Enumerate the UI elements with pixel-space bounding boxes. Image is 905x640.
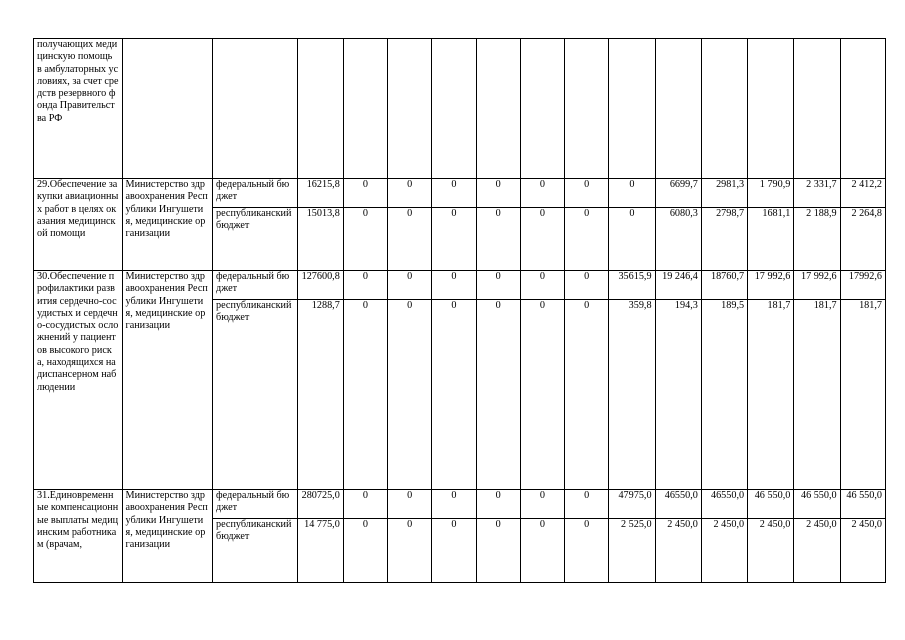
year-value-cell: 35615,9 bbox=[609, 271, 655, 300]
table-row bbox=[34, 271, 886, 300]
year-value-cell: 0 bbox=[388, 208, 432, 271]
year-value-cell: 2 264,8 bbox=[840, 208, 885, 271]
year-value-cell: 17992,6 bbox=[840, 271, 885, 300]
empty-cell bbox=[840, 39, 885, 179]
year-value-cell: 0 bbox=[388, 490, 432, 519]
year-value-cell: 17 992,6 bbox=[748, 271, 794, 300]
year-value-cell: 0 bbox=[388, 300, 432, 490]
year-value-cell: 0 bbox=[520, 208, 564, 271]
year-value-cell: 0 bbox=[476, 490, 520, 519]
year-value-cell: 0 bbox=[609, 208, 655, 271]
year-value-cell: 2 450,0 bbox=[794, 519, 840, 583]
empty-cell bbox=[609, 39, 655, 179]
year-value-cell: 46550,0 bbox=[701, 490, 747, 519]
year-value-cell: 0 bbox=[520, 179, 564, 208]
year-value-cell: 2798,7 bbox=[701, 208, 747, 271]
year-value-cell: 0 bbox=[476, 271, 520, 300]
table-row bbox=[34, 39, 886, 179]
year-value-cell: 46 550,0 bbox=[840, 490, 885, 519]
year-value-cell: 2 412,2 bbox=[840, 179, 885, 208]
total-cell: 15013,8 bbox=[297, 208, 343, 271]
year-value-cell: 0 bbox=[343, 490, 387, 519]
year-value-cell: 1 790,9 bbox=[748, 179, 794, 208]
year-value-cell: 0 bbox=[565, 490, 609, 519]
year-value-cell: 2 331,7 bbox=[794, 179, 840, 208]
measure-name-cell: 29.Обеспечение закупки авиационных работ в целях оказания медицинской помощи bbox=[34, 179, 123, 271]
year-value-cell: 46 550,0 bbox=[748, 490, 794, 519]
empty-cell bbox=[655, 39, 701, 179]
empty-cell bbox=[432, 39, 476, 179]
year-value-cell: 0 bbox=[343, 271, 387, 300]
year-value-cell: 0 bbox=[432, 300, 476, 490]
year-value-cell: 1681,1 bbox=[748, 208, 794, 271]
year-value-cell: 2981,3 bbox=[701, 179, 747, 208]
year-value-cell: 47975,0 bbox=[609, 490, 655, 519]
budget-table bbox=[33, 38, 886, 583]
year-value-cell: 0 bbox=[565, 519, 609, 583]
measure-name-cell: получающих медицинскую помощь в амбулаторных условиях, за счет средств резервного фонда Правительства РФ bbox=[34, 39, 123, 179]
year-value-cell: 2 188,9 bbox=[794, 208, 840, 271]
budget-source-cell: республиканский бюджет bbox=[213, 300, 297, 490]
budget-source-cell: федеральный бюджет bbox=[213, 179, 297, 208]
year-value-cell: 0 bbox=[520, 271, 564, 300]
year-value-cell: 0 bbox=[343, 179, 387, 208]
empty-cell bbox=[701, 39, 747, 179]
year-value-cell: 46 550,0 bbox=[794, 490, 840, 519]
year-value-cell: 0 bbox=[343, 300, 387, 490]
measure-name-cell: 31.Единовременные компенсационные выплаты медицинским работникам (врачам, bbox=[34, 490, 123, 583]
empty-cell bbox=[343, 39, 387, 179]
year-value-cell: 0 bbox=[476, 519, 520, 583]
year-value-cell: 0 bbox=[565, 271, 609, 300]
year-value-cell: 0 bbox=[520, 300, 564, 490]
year-value-cell: 0 bbox=[388, 179, 432, 208]
year-value-cell: 6699,7 bbox=[655, 179, 701, 208]
empty-cell bbox=[794, 39, 840, 179]
year-value-cell: 46550,0 bbox=[655, 490, 701, 519]
year-value-cell: 0 bbox=[432, 179, 476, 208]
year-value-cell: 0 bbox=[432, 208, 476, 271]
year-value-cell: 0 bbox=[388, 271, 432, 300]
year-value-cell: 0 bbox=[432, 519, 476, 583]
year-value-cell: 0 bbox=[520, 519, 564, 583]
table-row bbox=[34, 490, 886, 519]
budget-source-cell: федеральный бюджет bbox=[213, 490, 297, 519]
table-row bbox=[34, 179, 886, 208]
year-value-cell: 0 bbox=[565, 300, 609, 490]
year-value-cell: 0 bbox=[476, 208, 520, 271]
total-cell: 14 775,0 bbox=[297, 519, 343, 583]
year-value-cell: 0 bbox=[476, 179, 520, 208]
empty-cell bbox=[748, 39, 794, 179]
executor-cell: Министерство здравоохранения Республики Ингушетия, медицинские организации bbox=[122, 179, 213, 271]
year-value-cell: 0 bbox=[432, 490, 476, 519]
budget-source-cell: федеральный бюджет bbox=[213, 271, 297, 300]
budget-source-cell: республиканский бюджет bbox=[213, 208, 297, 271]
year-value-cell: 189,5 bbox=[701, 300, 747, 490]
year-value-cell: 181,7 bbox=[794, 300, 840, 490]
year-value-cell: 18760,7 bbox=[701, 271, 747, 300]
year-value-cell: 2 525,0 bbox=[609, 519, 655, 583]
year-value-cell: 0 bbox=[343, 208, 387, 271]
empty-cell bbox=[122, 39, 213, 179]
year-value-cell: 0 bbox=[565, 179, 609, 208]
year-value-cell: 2 450,0 bbox=[840, 519, 885, 583]
year-value-cell: 2 450,0 bbox=[655, 519, 701, 583]
total-cell: 1288,7 bbox=[297, 300, 343, 490]
total-cell: 127600,8 bbox=[297, 271, 343, 300]
year-value-cell: 0 bbox=[609, 179, 655, 208]
year-value-cell: 0 bbox=[520, 490, 564, 519]
executor-cell: Министерство здравоохранения Республики Ингушетия, медицинские организации bbox=[122, 271, 213, 490]
year-value-cell: 194,3 bbox=[655, 300, 701, 490]
year-value-cell: 17 992,6 bbox=[794, 271, 840, 300]
budget-source-cell: республиканский бюджет bbox=[213, 519, 297, 583]
empty-cell bbox=[213, 39, 297, 179]
year-value-cell: 0 bbox=[343, 519, 387, 583]
executor-cell: Министерство здравоохранения Республики Ингушетия, медицинские организации bbox=[122, 490, 213, 583]
year-value-cell: 181,7 bbox=[840, 300, 885, 490]
year-value-cell: 0 bbox=[388, 519, 432, 583]
empty-cell bbox=[565, 39, 609, 179]
empty-cell bbox=[297, 39, 343, 179]
year-value-cell: 2 450,0 bbox=[701, 519, 747, 583]
total-cell: 16215,8 bbox=[297, 179, 343, 208]
year-value-cell: 0 bbox=[476, 300, 520, 490]
total-cell: 280725,0 bbox=[297, 490, 343, 519]
empty-cell bbox=[388, 39, 432, 179]
year-value-cell: 19 246,4 bbox=[655, 271, 701, 300]
year-value-cell: 181,7 bbox=[748, 300, 794, 490]
year-value-cell: 0 bbox=[432, 271, 476, 300]
year-value-cell: 359,8 bbox=[609, 300, 655, 490]
year-value-cell: 0 bbox=[565, 208, 609, 271]
year-value-cell: 6080,3 bbox=[655, 208, 701, 271]
year-value-cell: 2 450,0 bbox=[748, 519, 794, 583]
empty-cell bbox=[476, 39, 520, 179]
measure-name-cell: 30.Обеспечение профилактики развития сердечно-сосудистых и сердечно-сосудистых осложнений у пациентов высокого риска, находящихся на диспансерном наблюдении bbox=[34, 271, 123, 490]
empty-cell bbox=[520, 39, 564, 179]
